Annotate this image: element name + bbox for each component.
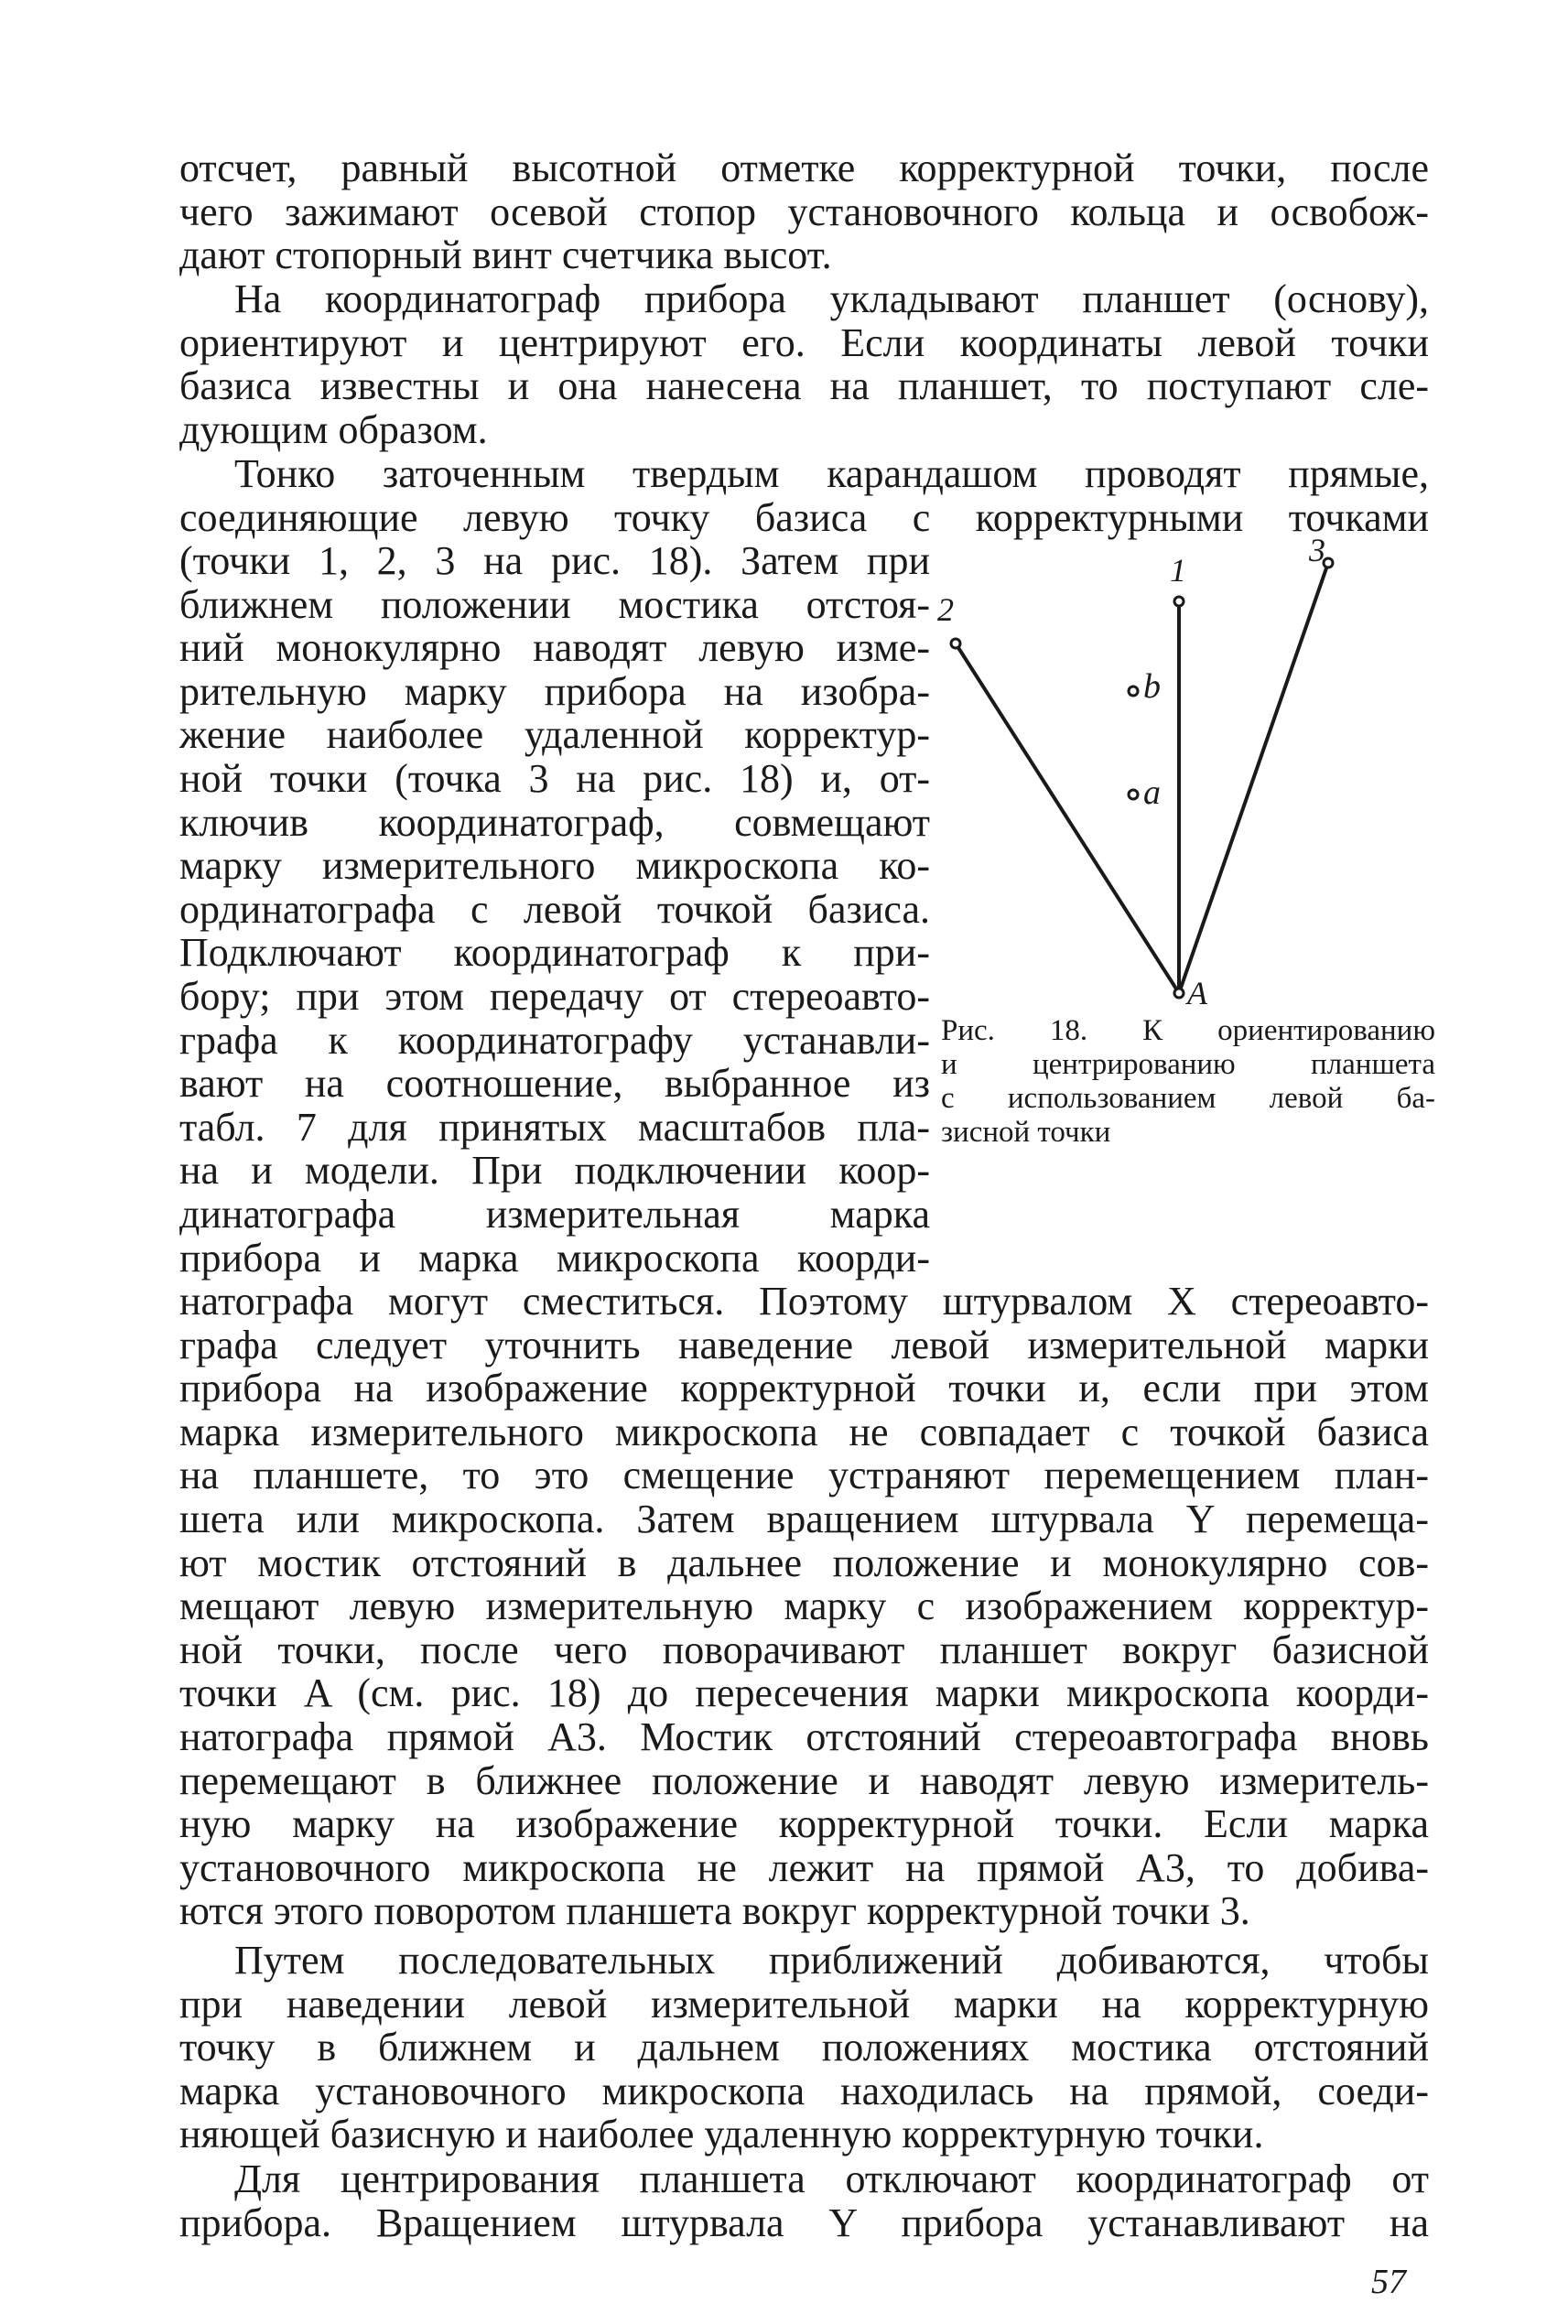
text-line: натографа прямой A3. Мостик отстояний стереоавтографа вновь: [179, 1713, 1429, 1759]
text-line: ную марку на изображение корректурной точки. Если марка: [179, 1801, 1429, 1847]
text-line: марку измерительного микроскопа ко-: [179, 843, 930, 889]
text-line: графа следует уточнить наведение левой измерительной марки: [179, 1322, 1429, 1367]
text-line: ординатографа с левой точкой базиса.: [179, 886, 930, 932]
text-line: соединяющие левую точку базиса с корректурными точками: [179, 494, 1429, 540]
text-line: Для центрирования планшета отключают координатограф от: [234, 2156, 1429, 2201]
text-line: Тонко заточенным твердым карандашом проводят прямые,: [234, 451, 1429, 496]
caption-line: зисной точки: [941, 1116, 1111, 1149]
text-line: ключив координатограф, совмещают: [179, 799, 930, 845]
label-point-2: 2: [937, 591, 954, 628]
paragraph-2: [179, 277, 1429, 451]
text-line: На координатограф прибора укладывают планшет (основу),: [234, 276, 1429, 321]
text-line: вают на соотношение, выбранное из: [179, 1061, 930, 1107]
line-a-3: [1179, 563, 1328, 993]
text-line: прибора. Вращением штурвала Y прибора устанавливают на: [179, 2200, 1429, 2245]
caption-line: с использованием левой ба-: [941, 1082, 1435, 1115]
text-line: ближнем положении мостика отстоя-: [179, 581, 930, 627]
text-line: ориентируют и центрируют его. Если координаты левой точки: [179, 319, 1429, 365]
text-line: марка измерительного микроскопа не совпадает с точкой базиса: [179, 1409, 1429, 1454]
label-point-1: 1: [1170, 552, 1186, 589]
text-line: марка установочного микроскопа находилась на прямой, соеди-: [179, 2068, 1429, 2113]
point-1-marker: [1174, 597, 1184, 606]
text-line: дают стопорный винт счетчика высот.: [179, 232, 832, 278]
paragraph-3-top: [179, 452, 1429, 539]
paragraph-1: [179, 146, 1429, 277]
figure-18: [930, 535, 1443, 1011]
page-number: 57: [1371, 2263, 1406, 2301]
text-line: при наведении левой измерительной марки на корректурную: [179, 1981, 1429, 2027]
text-line: на планшете, то это смещение устраняют перемещением план-: [179, 1453, 1429, 1498]
text-line: Подключают координатограф к при-: [179, 930, 930, 976]
point-b-marker: [1129, 686, 1138, 696]
text-line: точку в ближнем и дальнем положениях мостика отстояний: [179, 2025, 1429, 2070]
text-line: жение наиболее удаленной корректур-: [179, 712, 930, 758]
text-line: базиса известны и она нанесена на планшет, то поступают сле-: [179, 363, 1429, 409]
caption-line: Рис. 18. К ориентированию: [941, 1014, 1435, 1047]
label-point-a: a: [1143, 773, 1161, 812]
text-line: ются этого поворотом планшета вокруг корректурной точки 3.: [179, 1888, 1250, 1934]
text-line: (точки 1, 2, 3 на рис. 18). Затем при: [179, 538, 930, 583]
point-a-marker: [1129, 790, 1138, 799]
text-line: табл. 7 для принятых масштабов пла-: [179, 1104, 930, 1150]
text-line: ной точки (точка 3 на рис. 18) и, от-: [179, 755, 930, 801]
text-line: мещают левую измерительную марку с изображением корректур-: [179, 1584, 1429, 1629]
text-line: няющей базисную и наиболее удаленную корректурную точки.: [179, 2112, 1264, 2157]
text-line: дующим образом.: [179, 406, 488, 452]
text-line: перемещают в ближнее положение и наводят левую измеритель-: [179, 1757, 1429, 1803]
text-line: прибора на изображение корректурной точки и, если при этом: [179, 1366, 1429, 1411]
text-line: ют мостик отстояний в дальнее положение и монокулярно сов-: [179, 1540, 1429, 1585]
text-line: натографа могут сместиться. Поэтому штурвалом X стереоавто-: [179, 1279, 1429, 1324]
text-line: чего зажимают осевой стопор установочного кольца и освобож-: [179, 189, 1429, 234]
point-base-marker: [1174, 989, 1184, 998]
text-line: точки A (см. рис. 18) до пересечения марки микроскопа коорди-: [179, 1670, 1429, 1716]
text-line: ной точки, после чего поворачивают планшет вокруг базисной: [179, 1627, 1429, 1672]
label-base-a: A: [1187, 975, 1207, 1011]
orientation-diagram: [930, 535, 1443, 1011]
text-line: ний монокулярно наводят левую изме-: [179, 625, 930, 671]
text-line: графа к координатографу устанавли-: [179, 1017, 930, 1063]
text-line: бору; при этом передачу от стереоавто-: [179, 973, 930, 1019]
text-line: установочного микроскопа не лежит на прямой A3, то добива-: [179, 1844, 1429, 1890]
text-line: рительную марку прибора на изобра-: [179, 668, 930, 714]
text-line: отсчет, равный высотной отметке корректурной точки, после: [179, 146, 1429, 190]
paragraph-5: [179, 2157, 1429, 2244]
text-line: шета или микроскопа. Затем вращением штурвала Y перемеща-: [179, 1496, 1429, 1541]
caption-line: и центрированию планшета: [941, 1048, 1435, 1081]
text-line: динатографа измерительная марка: [179, 1191, 930, 1237]
label-point-3: 3: [1309, 535, 1325, 568]
point-2-marker: [951, 639, 960, 648]
text-line: прибора и марка микроскопа коорди-: [179, 1235, 930, 1281]
text-line: Путем последовательных приближений добиваются, чтобы: [234, 1938, 1429, 1983]
text-line: на и модели. При подключении коор-: [179, 1148, 930, 1194]
figure-caption: [941, 1014, 1435, 1150]
paragraph-3-bottom: [179, 1280, 1429, 1933]
label-point-b: b: [1143, 667, 1161, 706]
paragraph-4: [179, 1939, 1429, 2156]
